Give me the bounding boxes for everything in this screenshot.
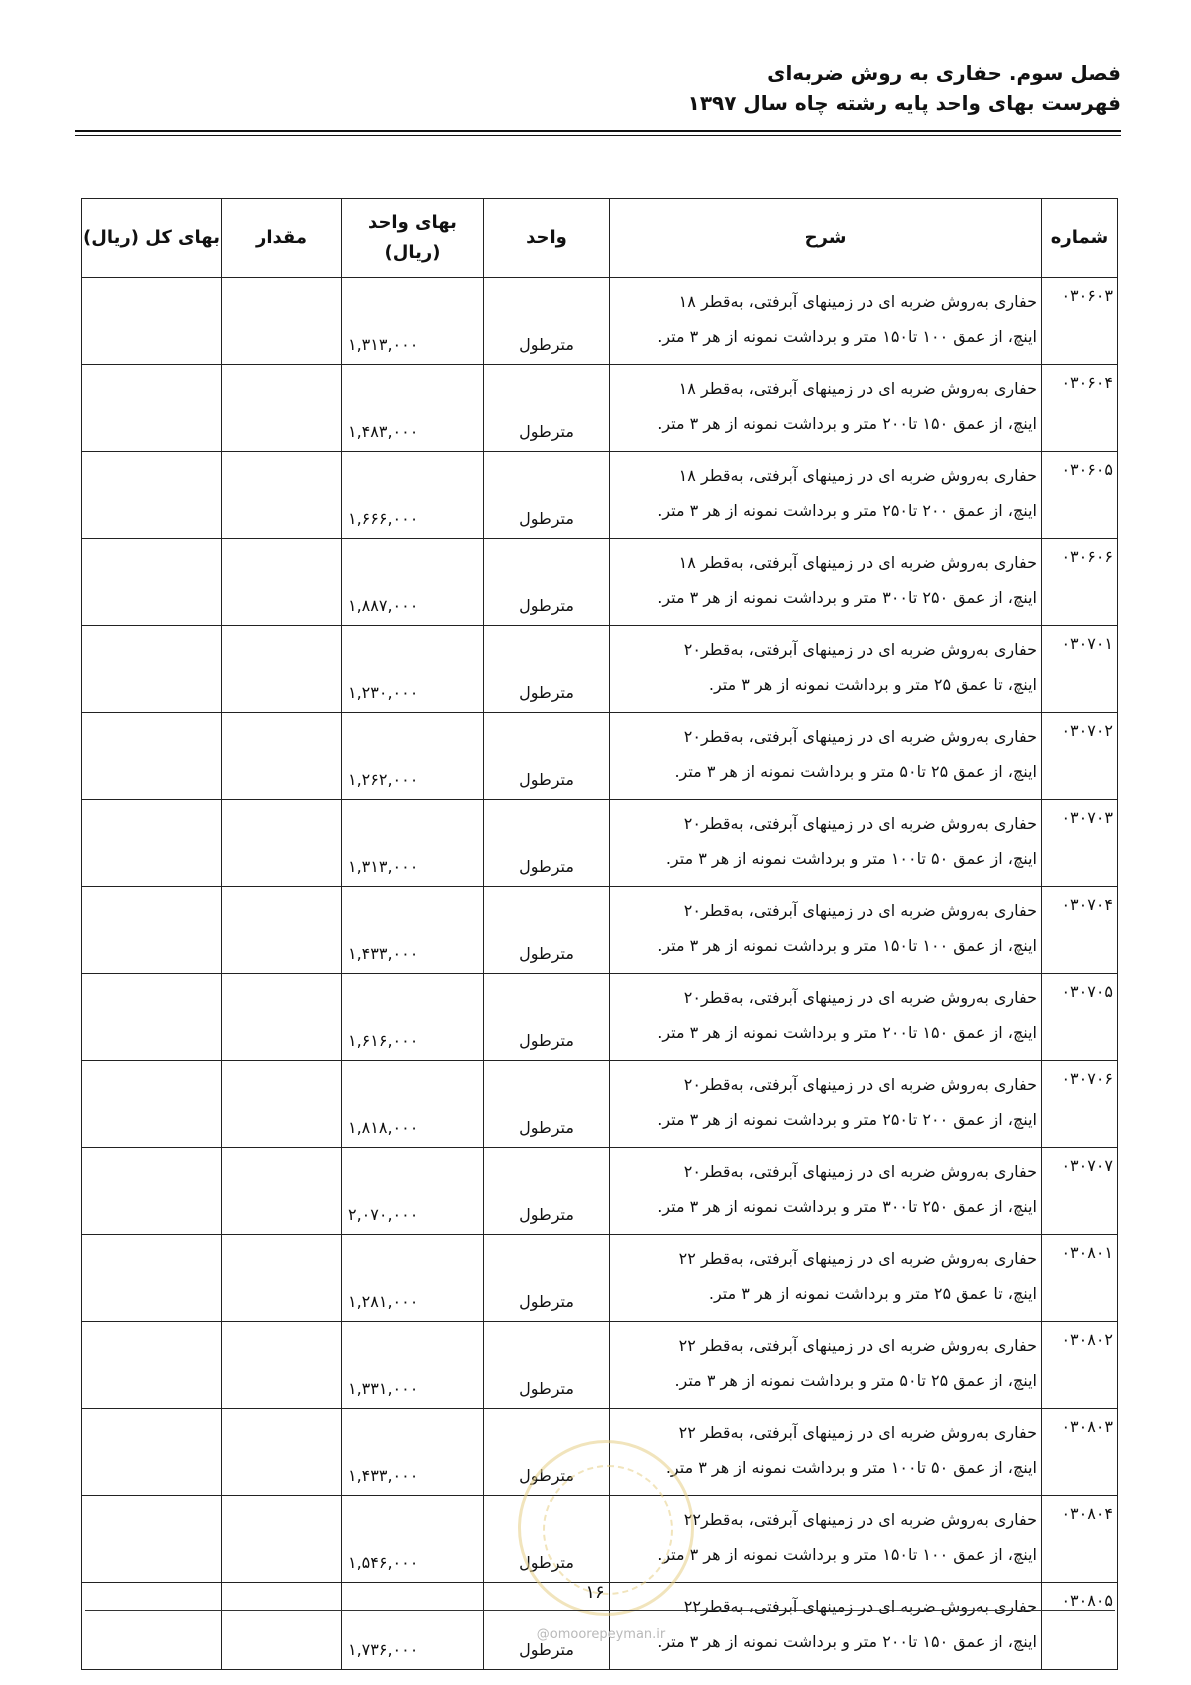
- description-line-1: حفاری به‌روش ضربه ای در زمینهای آبرفتی، به‌قطر۲۰: [683, 901, 1037, 920]
- item-quantity: [222, 626, 342, 713]
- description-line-2: اینچ، از عمق ۵۰ تا۱۰۰ متر و برداشت نمونه از هر ۳ متر.: [665, 849, 1037, 868]
- item-total-price: [82, 974, 222, 1061]
- header-unit-price: [342, 199, 484, 278]
- description-line-1: حفاری به‌روش ضربه ای در زمینهای آبرفتی، به‌قطر ۱۸: [678, 379, 1037, 398]
- header-rule-thin: [75, 135, 1121, 136]
- header-number: شماره: [1042, 199, 1118, 278]
- item-quantity: [222, 452, 342, 539]
- description-line-1: حفاری به‌روش ضربه ای در زمینهای آبرفتی، به‌قطر ۱۸: [678, 466, 1037, 485]
- chapter-title: فصل سوم. حفاری به روش ضربه‌ای: [767, 61, 1121, 85]
- item-description: [610, 278, 1042, 365]
- table-header-row: [82, 199, 1118, 278]
- item-total-price: [82, 1061, 222, 1148]
- table-row: [82, 974, 1118, 1061]
- table-row: [82, 626, 1118, 713]
- description-line-1: حفاری به‌روش ضربه ای در زمینهای آبرفتی، به‌قطر ۲۲: [678, 1249, 1037, 1268]
- description-line-1: حفاری به‌روش ضربه ای در زمینهای آبرفتی، به‌قطر۲۰: [683, 814, 1037, 833]
- header-quantity: مقدار: [222, 199, 342, 278]
- table-row: [82, 452, 1118, 539]
- description-line-1: حفاری به‌روش ضربه ای در زمینهای آبرفتی، به‌قطر ۲۲: [678, 1336, 1037, 1355]
- item-unit: مترطول: [484, 887, 610, 974]
- table-row: [82, 365, 1118, 452]
- item-description: [610, 887, 1042, 974]
- item-quantity: [222, 713, 342, 800]
- table-row: [82, 539, 1118, 626]
- document-title: فهرست بهای واحد پایه رشته چاه سال ۱۳۹۷: [687, 91, 1121, 115]
- table-row: [82, 278, 1118, 365]
- item-quantity: [222, 1409, 342, 1496]
- item-code: ۰۳۰۷۰۶: [1042, 1061, 1118, 1148]
- item-unit-price: ۱,۳۱۳,۰۰۰: [342, 278, 484, 365]
- item-unit-price: ۱,۶۶۶,۰۰۰: [342, 452, 484, 539]
- item-total-price: [82, 1235, 222, 1322]
- description-line-1: حفاری به‌روش ضربه ای در زمینهای آبرفتی، به‌قطر۲۰: [683, 1075, 1037, 1094]
- item-code: ۰۳۰۸۰۵: [1042, 1583, 1118, 1670]
- item-unit-price: ۲,۰۷۰,۰۰۰: [342, 1148, 484, 1235]
- description-line-2: اینچ، از عمق ۲۵ تا۵۰ متر و برداشت نمونه از هر ۳ متر.: [674, 762, 1037, 781]
- item-total-price: [82, 626, 222, 713]
- description-line-2: اینچ، از عمق ۲۰۰ تا۲۵۰ متر و برداشت نمونه از هر ۳ متر.: [657, 1110, 1037, 1129]
- item-quantity: [222, 278, 342, 365]
- description-line-2: اینچ، از عمق ۱۵۰ تا۲۰۰ متر و برداشت نمونه از هر ۳ متر.: [657, 1632, 1037, 1651]
- item-total-price: [82, 1322, 222, 1409]
- item-unit-price: ۱,۲۸۱,۰۰۰: [342, 1235, 484, 1322]
- header-description: شرح: [610, 199, 1042, 278]
- table-row: [82, 800, 1118, 887]
- item-code: ۰۳۰۸۰۲: [1042, 1322, 1118, 1409]
- item-code: ۰۳۰۸۰۴: [1042, 1496, 1118, 1583]
- item-unit: مترطول: [484, 1235, 610, 1322]
- header-total-price: بهای کل (ریال): [82, 199, 222, 278]
- item-unit: مترطول: [484, 1148, 610, 1235]
- item-unit-price: ۱,۴۸۳,۰۰۰: [342, 365, 484, 452]
- item-unit: مترطول: [484, 626, 610, 713]
- table-row: [82, 713, 1118, 800]
- description-line-1: حفاری به‌روش ضربه ای در زمینهای آبرفتی، به‌قطر۲۰: [683, 727, 1037, 746]
- description-line-2: اینچ، از عمق ۲۰۰ تا۲۵۰ متر و برداشت نمونه از هر ۳ متر.: [657, 501, 1037, 520]
- item-total-price: [82, 365, 222, 452]
- item-description: [610, 452, 1042, 539]
- item-unit-price: ۱,۸۸۷,۰۰۰: [342, 539, 484, 626]
- item-description: [610, 1235, 1042, 1322]
- item-unit: مترطول: [484, 1322, 610, 1409]
- description-line-2: اینچ، از عمق ۲۵ تا۵۰ متر و برداشت نمونه از هر ۳ متر.: [674, 1371, 1037, 1390]
- item-quantity: [222, 887, 342, 974]
- description-line-2: اینچ، از عمق ۱۰۰ تا۱۵۰ متر و برداشت نمونه از هر ۳ متر.: [657, 327, 1037, 346]
- description-line-1: حفاری به‌روش ضربه ای در زمینهای آبرفتی، به‌قطر ۲۲: [678, 1423, 1037, 1442]
- item-code: ۰۳۰۷۰۲: [1042, 713, 1118, 800]
- item-code: ۰۳۰۷۰۳: [1042, 800, 1118, 887]
- description-line-1: حفاری به‌روش ضربه ای در زمینهای آبرفتی، به‌قطر۲۰: [683, 640, 1037, 659]
- item-unit-price: ۱,۵۴۶,۰۰۰: [342, 1496, 484, 1583]
- item-unit: مترطول: [484, 1496, 610, 1583]
- header-unit-price-currency: (ریال): [384, 242, 441, 263]
- item-quantity: [222, 1235, 342, 1322]
- item-total-price: [82, 278, 222, 365]
- item-description: [610, 1583, 1042, 1670]
- item-unit-price: ۱,۷۳۶,۰۰۰: [342, 1583, 484, 1670]
- item-code: ۰۳۰۶۰۴: [1042, 365, 1118, 452]
- item-unit-price: ۱,۳۱۳,۰۰۰: [342, 800, 484, 887]
- item-description: [610, 1061, 1042, 1148]
- description-line-2: اینچ، از عمق ۱۰۰ تا۱۵۰ متر و برداشت نمونه از هر ۳ متر.: [657, 1545, 1037, 1564]
- item-quantity: [222, 1061, 342, 1148]
- item-unit: مترطول: [484, 452, 610, 539]
- item-quantity: [222, 1148, 342, 1235]
- item-code: ۰۳۰۷۰۵: [1042, 974, 1118, 1061]
- table-row: [82, 1148, 1118, 1235]
- description-line-2: اینچ، از عمق ۲۵۰ تا۳۰۰ متر و برداشت نمونه از هر ۳ متر.: [657, 1197, 1037, 1216]
- page-number: ۱۶: [585, 1582, 605, 1603]
- table-row: [82, 1235, 1118, 1322]
- description-line-2: اینچ، از عمق ۲۵۰ تا۳۰۰ متر و برداشت نمونه از هر ۳ متر.: [657, 588, 1037, 607]
- item-unit: مترطول: [484, 974, 610, 1061]
- item-code: ۰۳۰۶۰۵: [1042, 452, 1118, 539]
- item-unit: مترطول: [484, 278, 610, 365]
- page-header: [71, 58, 1121, 118]
- item-code: ۰۳۰۷۰۴: [1042, 887, 1118, 974]
- description-line-2: اینچ، تا عمق ۲۵ متر و برداشت نمونه از هر ۳ متر.: [708, 1284, 1037, 1303]
- table-row: [82, 1322, 1118, 1409]
- header-unit: واحد: [484, 199, 610, 278]
- item-description: [610, 1148, 1042, 1235]
- item-code: ۰۳۰۸۰۱: [1042, 1235, 1118, 1322]
- item-code: ۰۳۰۷۰۱: [1042, 626, 1118, 713]
- item-quantity: [222, 1322, 342, 1409]
- item-code: ۰۳۰۶۰۶: [1042, 539, 1118, 626]
- item-total-price: [82, 452, 222, 539]
- site-watermark: @omoorepeyman.ir: [536, 1627, 666, 1642]
- item-total-price: [82, 1409, 222, 1496]
- item-total-price: [82, 539, 222, 626]
- description-line-1: حفاری به‌روش ضربه ای در زمینهای آبرفتی، به‌قطر ۱۸: [678, 553, 1037, 572]
- description-line-1: حفاری به‌روش ضربه ای در زمینهای آبرفتی، به‌قطر۲۲: [683, 1597, 1037, 1616]
- item-unit: مترطول: [484, 713, 610, 800]
- item-unit-price: ۱,۲۶۲,۰۰۰: [342, 713, 484, 800]
- item-unit: مترطول: [484, 1409, 610, 1496]
- item-description: [610, 1322, 1042, 1409]
- item-unit-price: ۱,۳۳۱,۰۰۰: [342, 1322, 484, 1409]
- item-unit: مترطول: [484, 800, 610, 887]
- item-total-price: [82, 1583, 222, 1670]
- item-total-price: [82, 1148, 222, 1235]
- description-line-1: حفاری به‌روش ضربه ای در زمینهای آبرفتی، به‌قطر۲۰: [683, 1162, 1037, 1181]
- description-line-2: اینچ، از عمق ۵۰ تا۱۰۰ متر و برداشت نمونه از هر ۳ متر.: [665, 1458, 1037, 1477]
- item-description: [610, 626, 1042, 713]
- item-unit: مترطول: [484, 1583, 610, 1670]
- item-code: ۰۳۰۷۰۷: [1042, 1148, 1118, 1235]
- item-total-price: [82, 887, 222, 974]
- item-unit-price: ۱,۴۳۳,۰۰۰: [342, 887, 484, 974]
- item-quantity: [222, 974, 342, 1061]
- description-line-2: اینچ، از عمق ۱۵۰ تا۲۰۰ متر و برداشت نمونه از هر ۳ متر.: [657, 1023, 1037, 1042]
- header-unit-price-label: بهای واحد: [368, 212, 457, 233]
- item-unit-price: ۱,۸۱۸,۰۰۰: [342, 1061, 484, 1148]
- item-total-price: [82, 800, 222, 887]
- item-total-price: [82, 1496, 222, 1583]
- item-description: [610, 800, 1042, 887]
- description-line-1: حفاری به‌روش ضربه ای در زمینهای آبرفتی، به‌قطر ۱۸: [678, 292, 1037, 311]
- item-description: [610, 365, 1042, 452]
- table-row: [82, 887, 1118, 974]
- item-description: [610, 974, 1042, 1061]
- item-description: [610, 713, 1042, 800]
- item-quantity: [222, 1496, 342, 1583]
- item-unit-price: ۱,۶۱۶,۰۰۰: [342, 974, 484, 1061]
- footer-rule: [85, 1610, 1115, 1611]
- item-code: ۰۳۰۶۰۳: [1042, 278, 1118, 365]
- table-row: [82, 1061, 1118, 1148]
- item-quantity: [222, 800, 342, 887]
- item-unit: مترطول: [484, 539, 610, 626]
- item-unit: مترطول: [484, 365, 610, 452]
- description-line-1: حفاری به‌روش ضربه ای در زمینهای آبرفتی، به‌قطر۲۲: [683, 1510, 1037, 1529]
- item-unit: مترطول: [484, 1061, 610, 1148]
- item-unit-price: ۱,۲۳۰,۰۰۰: [342, 626, 484, 713]
- item-quantity: [222, 1583, 342, 1670]
- description-line-2: اینچ، تا عمق ۲۵ متر و برداشت نمونه از هر ۳ متر.: [708, 675, 1037, 694]
- item-code: ۰۳۰۸۰۳: [1042, 1409, 1118, 1496]
- item-unit-price: ۱,۴۳۳,۰۰۰: [342, 1409, 484, 1496]
- description-line-2: اینچ، از عمق ۱۰۰ تا۱۵۰ متر و برداشت نمونه از هر ۳ متر.: [657, 936, 1037, 955]
- item-quantity: [222, 539, 342, 626]
- header-rule-thick: [75, 130, 1121, 132]
- item-description: [610, 539, 1042, 626]
- item-quantity: [222, 365, 342, 452]
- description-line-1: حفاری به‌روش ضربه ای در زمینهای آبرفتی، به‌قطر۲۰: [683, 988, 1037, 1007]
- description-line-2: اینچ، از عمق ۱۵۰ تا۲۰۰ متر و برداشت نمونه از هر ۳ متر.: [657, 414, 1037, 433]
- item-total-price: [82, 713, 222, 800]
